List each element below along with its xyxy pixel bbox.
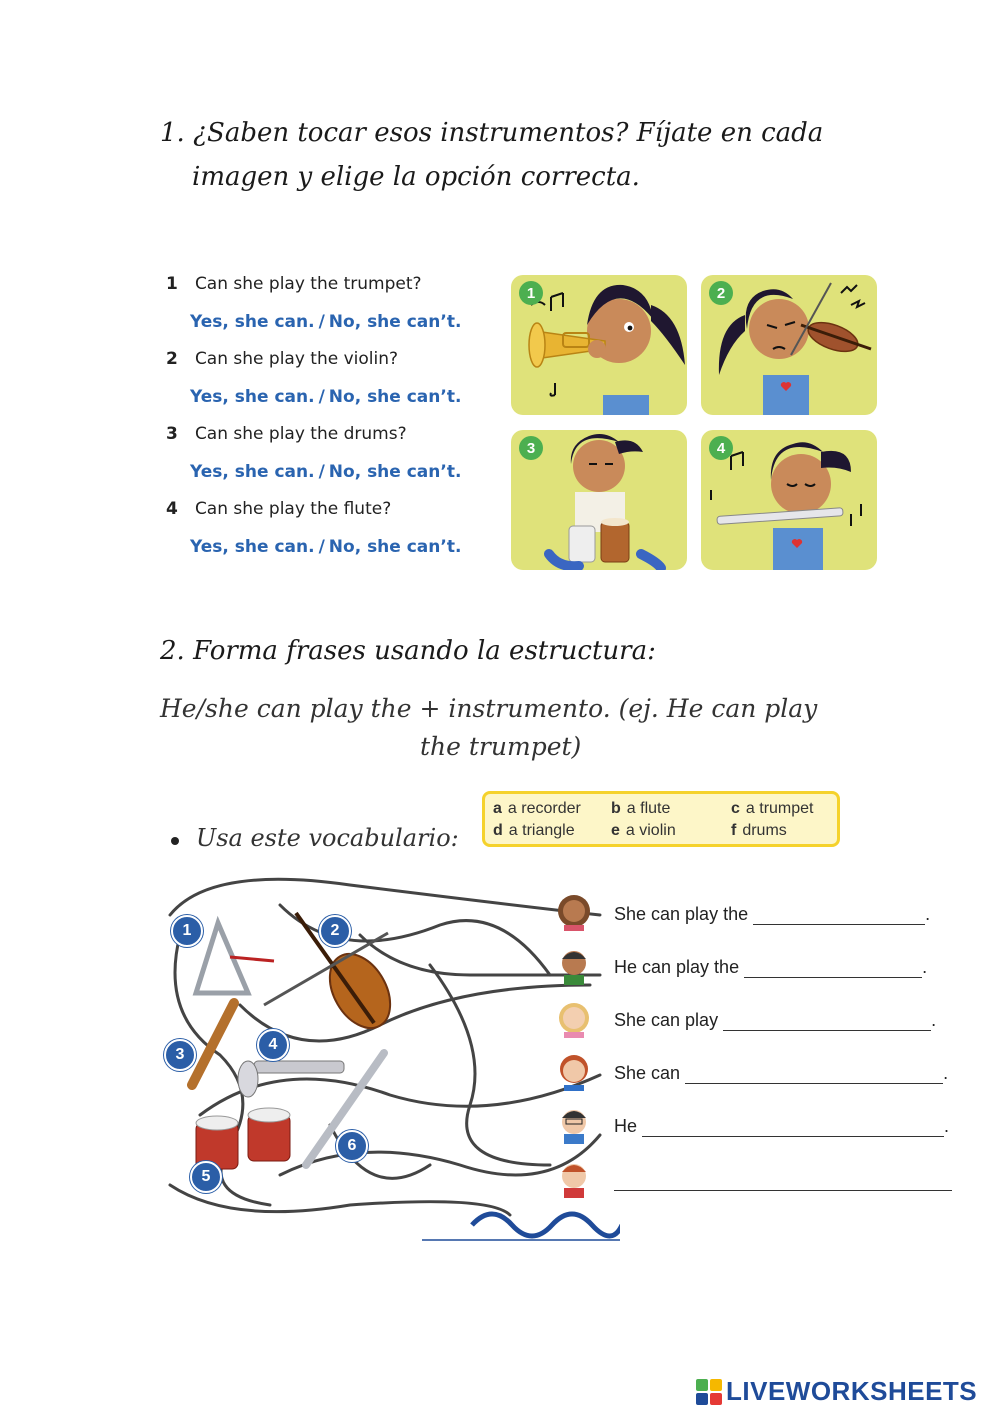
answer-no-button[interactable]: No, she can’t. bbox=[328, 537, 462, 557]
answer-separator: / bbox=[318, 462, 325, 482]
picture-badge: 2 bbox=[709, 281, 733, 305]
answer-blank-input[interactable] bbox=[685, 1065, 943, 1084]
question-text: Can she play the trumpet? bbox=[194, 274, 422, 294]
picture-badge: 3 bbox=[519, 436, 543, 460]
liveworksheets-logo bbox=[696, 1376, 977, 1407]
sentence-5 bbox=[614, 1116, 949, 1137]
picture-violin-panel bbox=[701, 275, 877, 415]
vocab-item: c a trumpet bbox=[731, 800, 814, 817]
vocab-item: e a violin bbox=[611, 822, 676, 839]
question-number: 3 bbox=[166, 424, 178, 444]
answer-choices-2 bbox=[190, 387, 461, 407]
girl-avatar-icon bbox=[552, 1047, 596, 1091]
maze-number-badge: 6 bbox=[336, 1130, 368, 1162]
sentence-text: He bbox=[614, 1116, 638, 1136]
vocab-item: f drums bbox=[731, 822, 787, 839]
question-text: Can she play the violin? bbox=[194, 349, 399, 369]
answer-choices-3 bbox=[190, 462, 461, 482]
girl-avatar-icon bbox=[552, 994, 596, 1038]
vocab-item: a a recorder bbox=[493, 800, 581, 817]
exercise2-title: 2. Forma frases usando la estructura: bbox=[160, 636, 656, 666]
answer-separator: / bbox=[318, 312, 325, 332]
sentence-text: He can play the bbox=[614, 957, 740, 977]
maze-number-badge: 2 bbox=[319, 915, 351, 947]
sentence-period: . bbox=[925, 904, 931, 924]
answer-blank-input[interactable] bbox=[642, 1118, 944, 1137]
exercise1-title-line2: imagen y elige la opción correcta. bbox=[192, 162, 640, 192]
answer-blank-input[interactable] bbox=[753, 906, 925, 925]
answer-yes-button[interactable]: Yes, she can. bbox=[190, 537, 315, 557]
answer-choices-4 bbox=[190, 537, 461, 557]
sentence-4 bbox=[614, 1063, 948, 1084]
structure-line-2: the trumpet) bbox=[420, 732, 582, 761]
question-2 bbox=[166, 349, 398, 369]
maze-number-badge: 1 bbox=[171, 915, 203, 947]
picture-badge: 1 bbox=[519, 281, 543, 305]
answer-no-button[interactable]: No, she can’t. bbox=[328, 312, 462, 332]
picture-badge: 4 bbox=[709, 436, 733, 460]
vocabulary-label: Usa este vocabulario: bbox=[196, 824, 459, 852]
question-number: 1 bbox=[166, 274, 178, 294]
question-1 bbox=[166, 274, 422, 294]
question-number: 2 bbox=[166, 349, 178, 369]
sentence-period: . bbox=[922, 957, 928, 977]
boy-avatar-icon bbox=[552, 1100, 596, 1144]
sentence-3 bbox=[614, 1010, 936, 1031]
question-number: 4 bbox=[166, 499, 178, 519]
girl-avatar-icon bbox=[552, 887, 596, 931]
picture-drums-panel bbox=[511, 430, 687, 570]
sentence-text: She can bbox=[614, 1063, 681, 1083]
question-4 bbox=[166, 499, 391, 519]
picture-trumpet-panel bbox=[511, 275, 687, 415]
structure-line-1: He/she can play the + instrumento. (ej. He can play bbox=[160, 694, 818, 723]
answer-separator: / bbox=[318, 537, 325, 557]
maze-number-badge: 4 bbox=[257, 1029, 289, 1061]
sentence-period: . bbox=[931, 1010, 937, 1030]
logo-text: LIVEWORKSHEETS bbox=[726, 1376, 978, 1406]
instrument-maze-illustration bbox=[160, 875, 620, 1245]
answer-blank-input[interactable] bbox=[744, 959, 922, 978]
maze-number-badge: 5 bbox=[190, 1161, 222, 1193]
vocabulary-box bbox=[482, 791, 840, 847]
picture-flute-panel bbox=[701, 430, 877, 570]
answer-yes-button[interactable]: Yes, she can. bbox=[190, 462, 315, 482]
answer-yes-button[interactable]: Yes, she can. bbox=[190, 387, 315, 407]
answer-no-button[interactable]: No, she can’t. bbox=[328, 387, 462, 407]
logo-mark-icon bbox=[696, 1379, 722, 1405]
vocab-item: d a triangle bbox=[493, 822, 575, 839]
sentence-period: . bbox=[944, 1116, 950, 1136]
answer-separator: / bbox=[318, 387, 325, 407]
vocab-item: b a flute bbox=[611, 800, 671, 817]
sentence-period: . bbox=[943, 1063, 949, 1083]
sentence-2 bbox=[614, 957, 927, 978]
question-3 bbox=[166, 424, 407, 444]
exercise1-title-line1: 1. ¿Saben tocar esos instrumentos? Fíjate en cada bbox=[160, 118, 824, 148]
bullet-point bbox=[171, 837, 179, 845]
question-text: Can she play the flute? bbox=[194, 499, 392, 519]
maze-number-badge: 3 bbox=[164, 1039, 196, 1071]
question-text: Can she play the drums? bbox=[194, 424, 407, 444]
answer-blank-input[interactable] bbox=[723, 1012, 931, 1031]
answer-yes-button[interactable]: Yes, she can. bbox=[190, 312, 315, 332]
answer-no-button[interactable]: No, she can’t. bbox=[328, 462, 462, 482]
boy-avatar-icon bbox=[552, 1154, 596, 1198]
sentence-6 bbox=[614, 1170, 952, 1191]
sentence-text: She can play bbox=[614, 1010, 719, 1030]
answer-choices-1 bbox=[190, 312, 461, 332]
answer-blank-input[interactable] bbox=[614, 1172, 952, 1191]
boy-avatar-icon bbox=[552, 941, 596, 985]
sentence-1 bbox=[614, 904, 930, 925]
sentence-text: She can play the bbox=[614, 904, 749, 924]
